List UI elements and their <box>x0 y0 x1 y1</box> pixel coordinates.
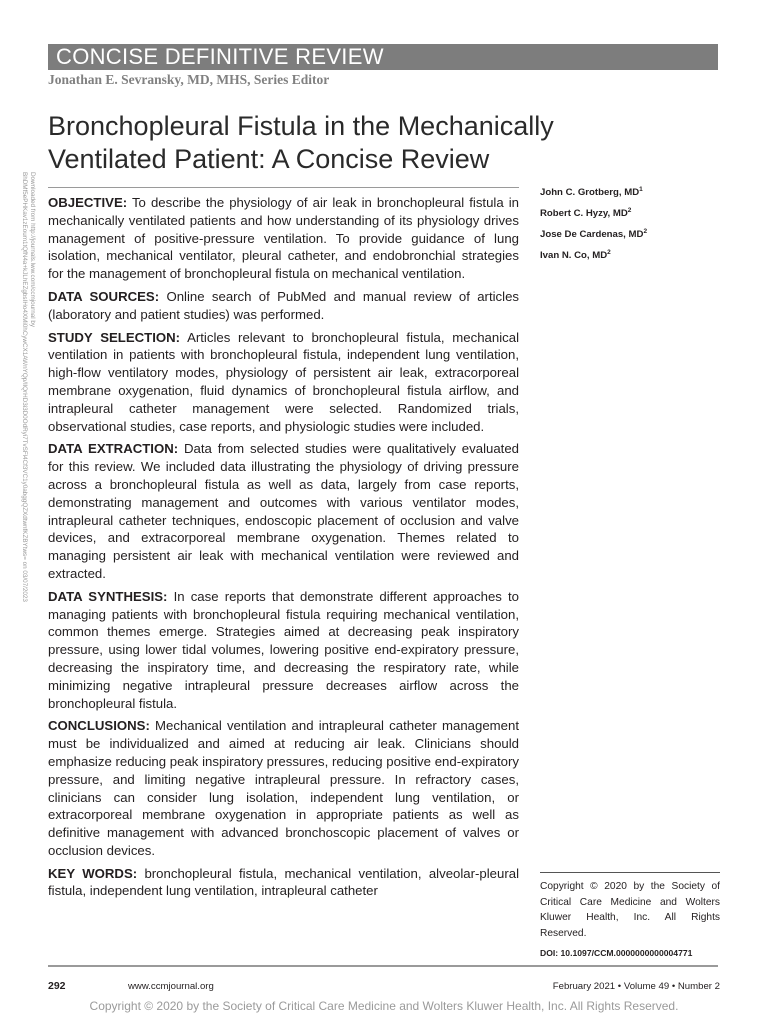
doi-label: DOI: <box>540 948 559 958</box>
abstract-study-selection <box>48 329 519 436</box>
download-note-text: Downloaded from http://journals.lww.com/ccmjournal by BhDMf5ePHKav1zEoum1tQfN4a+kJLhEZgbsIHo4XMi0hCywCX1AWnYQp/IlQrHD3i3D0OdRyi7TvSFl4Cf3VC1y0abggQZXdtwnfKZBYtws= on 03/07/2023 <box>21 172 36 602</box>
affiliation-mark: 1 <box>639 185 643 193</box>
bottom-copyright: Copyright © 2020 by the Society of Critical Care Medicine and Wolters Kluwer Health, Inc. All Rights Reserved. <box>89 999 679 1013</box>
abstract-conclusions <box>48 717 519 859</box>
affiliation-mark: 2 <box>607 248 611 256</box>
section-text: bronchopleural fistula, mechanical ventilation, alveolar-pleural fistula, independent lung ventilation, intrapleural catheter <box>48 865 519 899</box>
section-label: STUDY SELECTION: <box>48 329 181 345</box>
abstract-key-words <box>48 865 519 901</box>
author-name: John C. Grotberg, MD <box>540 187 640 198</box>
article-title <box>48 110 688 176</box>
abstract-objective <box>48 194 519 283</box>
section-text: In case reports that demonstrate different approaches to managing patients with bronchopleural fistula requiring mechanical ventilation, common themes emerge. Strategies aimed at decreasing peak inspiratory pressure, using lower tidal volumes, lowering positive end-expiratory pressure, decreasing the inspiratory time, and decreasing the respiratory rate, while minimizing negative intrapleural pressure decreases airflow across the bronchopleural fistula. <box>48 588 519 711</box>
title-line-2: Ventilated Patient: A Concise Review <box>48 144 490 174</box>
author <box>540 245 730 266</box>
section-label: OBJECTIVE: <box>48 195 128 210</box>
issue-info: February 2021 • Volume 49 • Number 2 <box>552 981 720 992</box>
author-name: Jose De Cardenas, MD <box>540 229 644 240</box>
abstract-data-synthesis <box>48 588 519 713</box>
copyright-notice: Copyright © 2020 by the Society of Critical Care Medicine and Wolters Kluwer Health, Inc. All Rights Reserved. <box>540 872 720 941</box>
download-note <box>22 172 42 622</box>
author-name: Robert C. Hyzy, MD <box>540 208 628 219</box>
doi-value: 10.1097/CCM.0000000000004771 <box>560 948 693 958</box>
series-editor: Jonathan E. Sevransky, MD, MHS, Series Editor <box>48 72 330 87</box>
section-text: Online search of PubMed and manual review of articles (laboratory and patient studies) was performed. <box>48 288 519 322</box>
abstract <box>48 187 519 905</box>
author <box>540 182 730 203</box>
section-label: KEY WORDS: <box>48 865 138 881</box>
author-name: Ivan N. Co, MD <box>540 250 608 261</box>
section-text: Data from selected studies were qualitatively evaluated for this review. We included data illustrating the physiology of driving pressure across a bronchopleural fistula as well as data, largely from case reports, demonstrating management and outcomes with various ventilator modes, intrapleural catheter techniques, endoscopic placement of occlusion and valve devices, and extracorporeal membrane oxygenation. Themes related to managing persistent air leak with mechanical ventilation were reviewed and extracted. <box>48 441 520 581</box>
section-label: DATA EXTRACTION: <box>48 441 179 457</box>
section-label: DATA SYNTHESIS: <box>48 588 168 604</box>
journal-url: www.ccmjournal.org <box>128 981 214 992</box>
affiliation-mark: 2 <box>643 227 648 235</box>
abstract-data-sources <box>48 288 519 324</box>
affiliation-mark: 2 <box>627 206 632 214</box>
author <box>540 224 730 245</box>
footer-divider <box>48 965 718 967</box>
section-text: Mechanical ventilation and intrapleural catheter management must be individualized and aimed at reducing air leak. Clinicians should emphasize reducing peak inspiratory pressures, reducing positive end-expiratory pressure, and limiting negative intrapleural pressure. In refractory cases, clinicians can consider lung isolation, independent lung ventilation, or extracorporeal membrane oxygenation in appropriate patients as well as definitive management with advanced bronchoscopic placement of valves or occlusion devices. <box>48 718 519 858</box>
series-banner: CONCISE DEFINITIVE REVIEW <box>48 44 718 70</box>
section-label: DATA SOURCES: <box>48 288 160 304</box>
author-list <box>540 182 730 266</box>
title-line-1: Bronchopleural Fistula in the Mechanically <box>48 111 554 141</box>
section-text: Articles relevant to bronchopleural fistula, mechanical ventilation in patients with bronchopleural fistula, independent lung ventilation, high-flow ventilatory modes, physiology of persistent air leak, extracorporeal membrane oxygenation, fluid dynamics of bronchopleural fistula airflow, and intrapleural catheter management were selected. Randomized trials, observational studies, case reports, and physiologic studies were included. <box>48 329 519 434</box>
doi <box>540 948 692 958</box>
section-label: CONCLUSIONS: <box>48 718 150 734</box>
section-text: To describe the physiology of air leak in bronchopleural fistula in mechanically ventilated patients and how understanding of its physiology drives management of positive-pressure ventilation. To provide guidance of lung isolation, mechanical ventilator, pleural catheter, and endobronchial strategies for the management of bronchopleural fistula on mechanical ventilation. <box>48 195 519 282</box>
page-number: 292 <box>48 980 66 992</box>
author <box>540 203 730 224</box>
abstract-data-extraction <box>48 440 519 582</box>
